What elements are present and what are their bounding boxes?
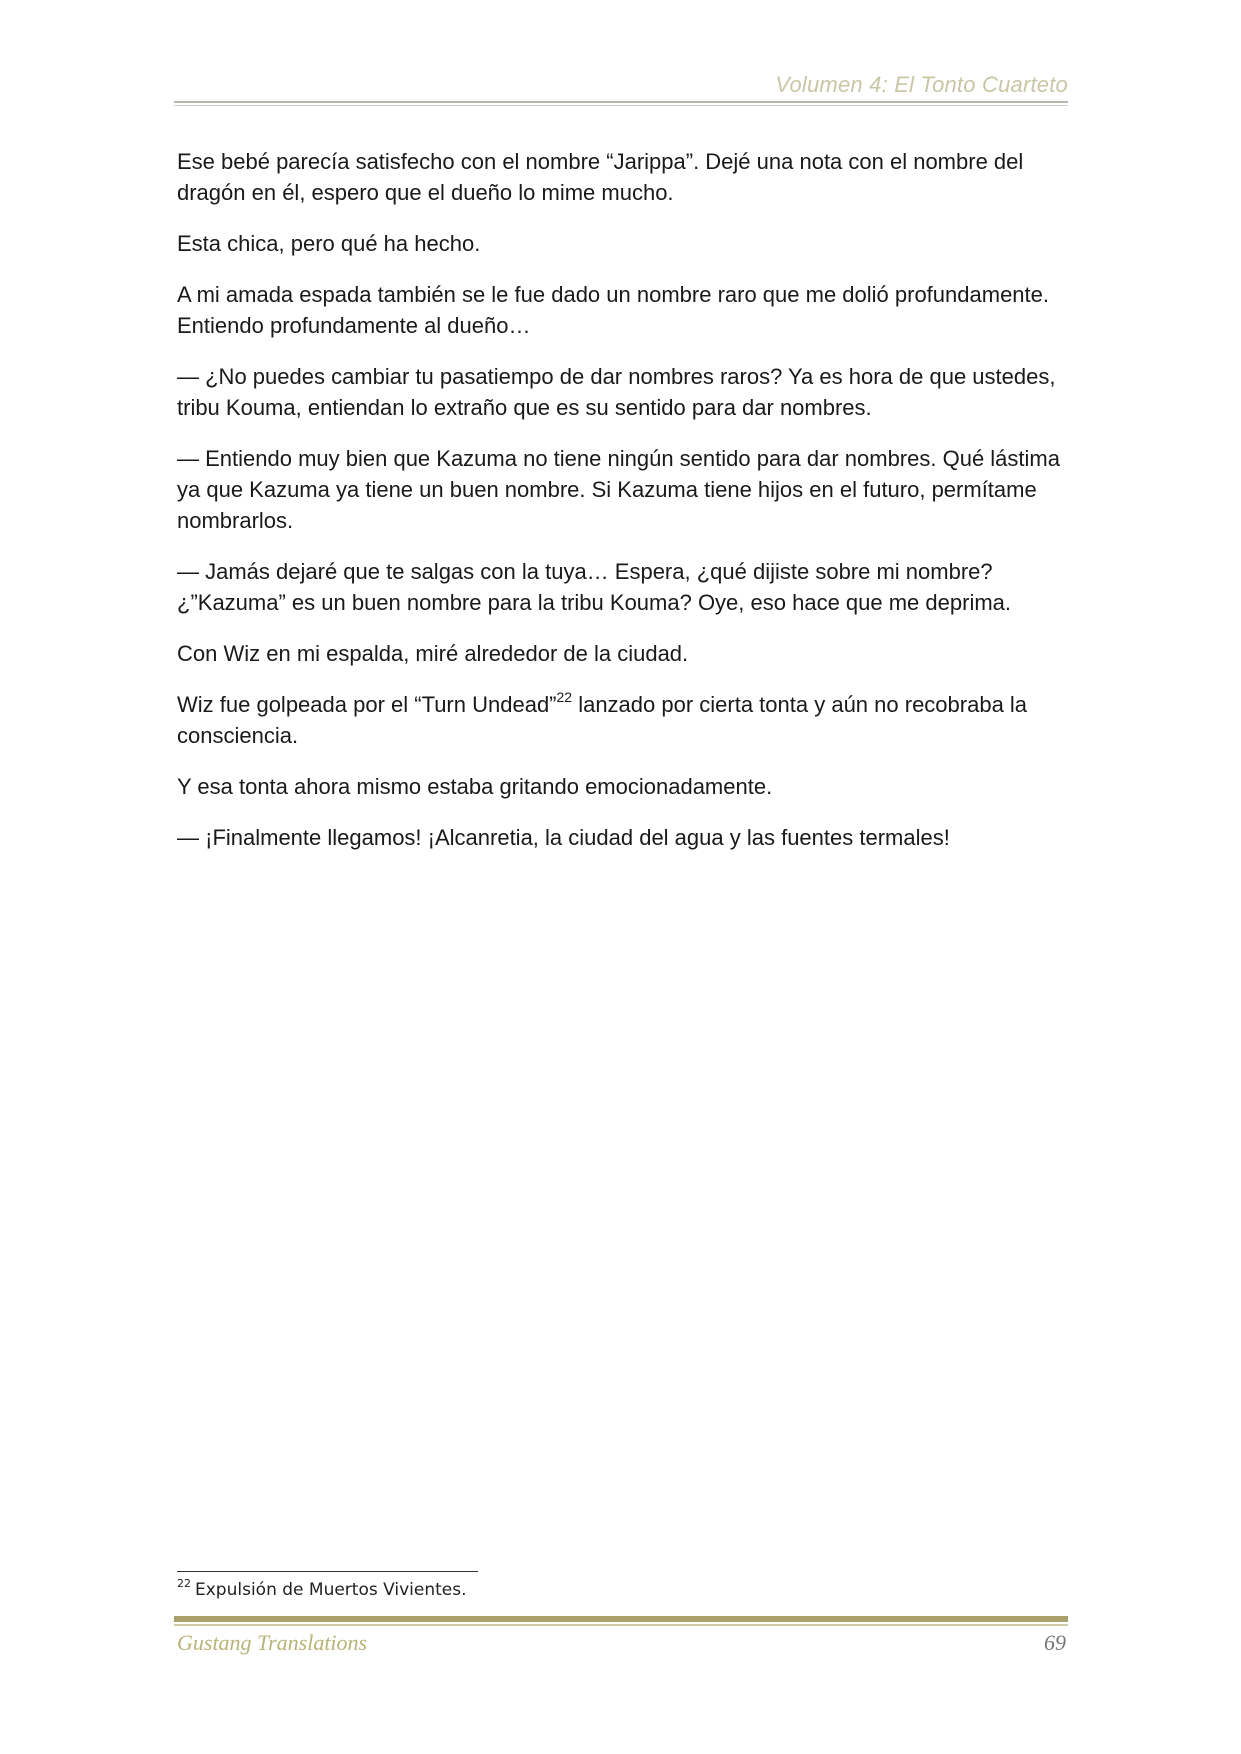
page-header-title: Volumen 4: El Tonto Cuarteto bbox=[775, 72, 1068, 97]
body-text bbox=[177, 146, 1077, 873]
footnote-reference[interactable]: 22 bbox=[556, 688, 573, 705]
paragraph: Ese bebé parecía satisfecho con el nombre “Jarippa”. Dejé una nota con el nombre del dragón en él, espero que el dueño lo mime mucho. bbox=[177, 149, 1024, 205]
paragraph-text-after: lanzado por cierta tonta y aún no recobraba la consciencia. bbox=[177, 692, 1028, 748]
footnote-separator bbox=[177, 1571, 478, 1572]
page-number: 69 bbox=[1044, 1630, 1066, 1655]
paragraph-text-before: Wiz fue golpeada por el “Turn Undead” bbox=[177, 692, 557, 717]
paragraph: Y esa tonta ahora mismo estaba gritando emocionadamente. bbox=[177, 774, 773, 799]
paragraph: — ¡Finalmente llegamos! ¡Alcanretia, la ciudad del agua y las fuentes termales! bbox=[177, 825, 950, 850]
paragraph: — ¿No puedes cambiar tu pasatiempo de dar nombres raros? Ya es hora de que ustedes, tribu Kouma, entiendan lo extraño que es su sentido para dar nombres. bbox=[177, 364, 1056, 420]
paragraph: — Jamás dejaré que te salgas con la tuya… Espera, ¿qué dijiste sobre mi nombre? ¿”Kazuma” es un buen nombre para la tribu Kouma? Oye, eso hace que me deprima. bbox=[177, 559, 1012, 615]
footnote-text: Expulsión de Muertos Vivientes. bbox=[195, 1580, 467, 1600]
paragraph: Con Wiz en mi espalda, miré alrededor de la ciudad. bbox=[177, 641, 689, 666]
paragraph: — Entiendo muy bien que Kazuma no tiene ningún sentido para dar nombres. Qué lástima ya que Kazuma ya tiene un buen nombre. Si Kazuma tiene hijos en el futuro, permítame nombrarlos. bbox=[177, 446, 1060, 533]
header-rule-secondary bbox=[174, 105, 1068, 106]
footer-bar-secondary bbox=[174, 1624, 1068, 1626]
footer-bar bbox=[174, 1616, 1068, 1622]
paragraph: Esta chica, pero qué ha hecho. bbox=[177, 231, 481, 256]
footer-publisher: Gustang Translations bbox=[177, 1630, 368, 1655]
paragraph: A mi amada espada también se le fue dado un nombre raro que me dolió profundamente. Entiendo profundamente al dueño… bbox=[177, 282, 1049, 338]
header-rule bbox=[174, 101, 1068, 103]
paragraph-with-footnote bbox=[177, 689, 1077, 751]
footnote bbox=[177, 1577, 467, 1600]
footnote-marker: 22 bbox=[177, 1577, 191, 1590]
